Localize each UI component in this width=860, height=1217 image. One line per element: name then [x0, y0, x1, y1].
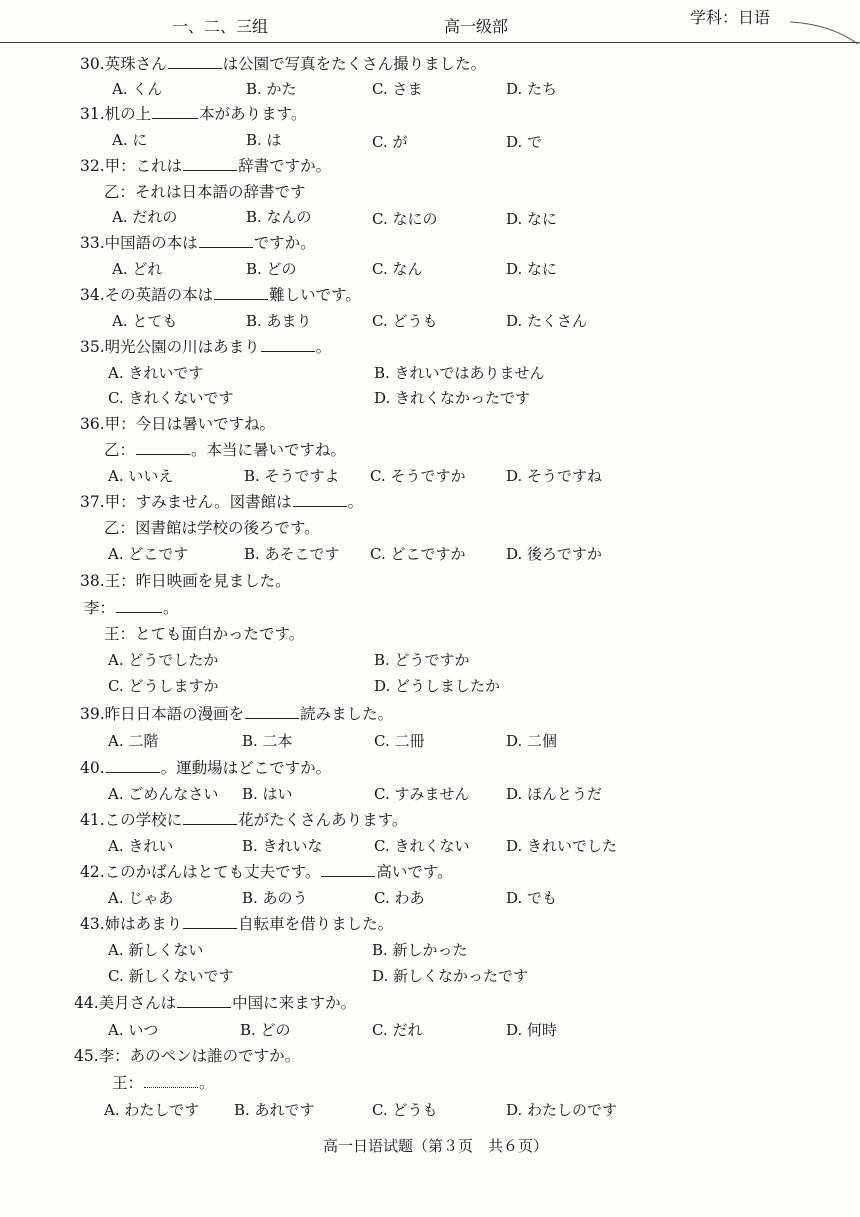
q37-option-c[interactable]: C. どこですか	[370, 545, 466, 563]
q42-option-a[interactable]: A. じゃあ	[108, 889, 174, 907]
q45-option-b[interactable]: B. あれです	[234, 1101, 315, 1119]
q45-option-d[interactable]: D. わたしのです	[506, 1101, 618, 1119]
answer-blank[interactable]	[245, 704, 299, 719]
answer-blank[interactable]	[293, 492, 347, 507]
q38-option-d[interactable]: D. どうしましたか	[374, 677, 501, 695]
q34-option-a[interactable]: A. とても	[112, 312, 178, 330]
q36-option-c[interactable]: C. そうですか	[370, 467, 466, 485]
question-35: 35.明光公園の川はあまり 。	[80, 338, 332, 356]
q37-option-d[interactable]: D. 後ろですか	[506, 545, 602, 563]
q34-option-d[interactable]: D. たくさん	[506, 312, 588, 330]
q38-dialogue-line-2: 王：とても面白かったです。	[104, 625, 305, 643]
header-rule	[0, 42, 860, 43]
header-groups: 一、二、三组	[172, 17, 269, 36]
q36-dialogue-line: 乙： 。本当に暑いですね。	[104, 441, 347, 459]
answer-blank[interactable]	[183, 810, 237, 825]
answer-blank[interactable]	[321, 862, 375, 877]
answer-blank[interactable]	[152, 104, 198, 119]
q41-option-d[interactable]: D. きれいでした	[506, 837, 618, 855]
page-footer: 高一日语试题（第３页 共６页）	[323, 1137, 549, 1155]
q33-option-c[interactable]: C. なん	[372, 260, 423, 278]
q33-option-a[interactable]: A. どれ	[112, 260, 163, 278]
q34-option-b[interactable]: B. あまり	[246, 312, 312, 330]
q41-option-b[interactable]: B. きれいな	[242, 837, 323, 855]
q38-option-b[interactable]: B. どうですか	[374, 651, 470, 669]
header-department: 高一级部	[444, 17, 509, 36]
q42-option-b[interactable]: B. あのう	[242, 889, 308, 907]
q44-option-d[interactable]: D. 何時	[506, 1021, 558, 1039]
q35-option-b[interactable]: B. きれいではありません	[374, 364, 545, 382]
q31-option-a[interactable]: A. に	[112, 131, 148, 149]
answer-blank[interactable]	[106, 758, 160, 773]
q44-option-c[interactable]: C. だれ	[372, 1021, 423, 1039]
question-38: 38.王：昨日映画を見ました。	[80, 572, 291, 590]
q35-option-d[interactable]: D. きれくなかったです	[374, 389, 531, 407]
answer-blank[interactable]	[116, 598, 162, 613]
q40-option-d[interactable]: D. ほんとうだ	[506, 785, 603, 803]
header-subject: 学科：日语	[690, 8, 771, 27]
q39-option-c[interactable]: C. 二冊	[374, 732, 425, 750]
q45-dialogue-line: 王： 。	[112, 1074, 215, 1092]
answer-blank[interactable]	[183, 914, 237, 929]
answer-blank[interactable]	[136, 440, 190, 455]
q36-option-d[interactable]: D. そうですね	[506, 467, 603, 485]
q40-option-a[interactable]: A. ごめんなさい	[108, 785, 219, 803]
q32-dialogue-line: 乙：それは日本語の辞書です	[104, 183, 306, 201]
q30-option-d[interactable]: D. たち	[506, 80, 558, 98]
q44-option-a[interactable]: A. いつ	[108, 1021, 159, 1039]
q43-option-d[interactable]: D. 新しくなかったです	[372, 967, 529, 985]
question-43: 43.姉はあまり 自転車を借りました。	[80, 915, 394, 933]
answer-blank[interactable]	[199, 233, 253, 248]
q43-option-a[interactable]: A. 新しくない	[108, 941, 204, 959]
q41-option-c[interactable]: C. きれくない	[374, 837, 470, 855]
q40-option-c[interactable]: C. すみません	[374, 785, 470, 803]
question-42: 42.このかばんはとても丈夫です。 高いです。	[80, 863, 453, 881]
q42-option-d[interactable]: D. でも	[506, 889, 558, 907]
q31-option-d[interactable]: D. で	[506, 133, 543, 151]
q36-option-a[interactable]: A. いいえ	[108, 467, 174, 485]
header-curve-mark	[790, 16, 860, 46]
q30-option-a[interactable]: A. くん	[112, 80, 163, 98]
q39-option-a[interactable]: A. 二階	[108, 732, 159, 750]
answer-blank[interactable]	[183, 156, 237, 171]
q42-option-c[interactable]: C. わあ	[374, 889, 425, 907]
q32-option-b[interactable]: B. なんの	[246, 208, 312, 226]
answer-blank[interactable]	[261, 337, 315, 352]
q39-option-d[interactable]: D. 二個	[506, 732, 558, 750]
q39-option-b[interactable]: B. 二本	[242, 732, 293, 750]
q43-option-b[interactable]: B. 新しかった	[372, 941, 468, 959]
q30-option-b[interactable]: B. かた	[246, 80, 297, 98]
q30-option-c[interactable]: C. さま	[372, 80, 423, 98]
answer-blank[interactable]	[214, 285, 268, 300]
q45-option-a[interactable]: A. わたしです	[104, 1101, 200, 1119]
q38-option-a[interactable]: A. どうでしたか	[108, 651, 219, 669]
question-44: 44.美月さんは 中国に来ますか。	[74, 994, 357, 1012]
answer-blank[interactable]	[144, 1073, 198, 1088]
question-33: 33.中国語の本は ですか。	[80, 234, 316, 252]
question-37: 37.甲：すみません。図書館は 。	[80, 493, 364, 511]
question-31: 31.机の上 本があります。	[80, 105, 307, 123]
question-41: 41.この学校に 花がたくさんあります。	[80, 811, 408, 829]
q37-dialogue-line: 乙：図書館は学校の後ろです。	[104, 519, 320, 537]
q37-option-a[interactable]: A. どこです	[108, 545, 189, 563]
q45-option-c[interactable]: C. どうも	[372, 1101, 438, 1119]
q31-option-c[interactable]: C. が	[372, 133, 408, 151]
q41-option-a[interactable]: A. きれい	[108, 837, 174, 855]
q33-option-b[interactable]: B. どの	[246, 260, 297, 278]
q32-option-d[interactable]: D. なに	[506, 210, 558, 228]
q35-option-c[interactable]: C. きれくないです	[108, 389, 234, 407]
q33-option-d[interactable]: D. なに	[506, 260, 558, 278]
answer-blank[interactable]	[177, 993, 231, 1008]
q36-option-b[interactable]: B. そうですよ	[244, 467, 340, 485]
question-45: 45.李：あのペンは誰のですか。	[74, 1047, 301, 1065]
q37-option-b[interactable]: B. あそこです	[244, 545, 340, 563]
question-40: 40. 。運動場はどこですか。	[80, 759, 332, 777]
q44-option-b[interactable]: B. どの	[240, 1021, 291, 1039]
question-39: 39.昨日日本語の漫画を 読みました。	[80, 705, 394, 723]
q31-option-b[interactable]: B. は	[246, 131, 282, 149]
question-34: 34.その英語の本は 難しいです。	[80, 286, 361, 304]
q32-option-c[interactable]: C. なにの	[372, 210, 438, 228]
question-36: 36.甲：今日は暑いですね。	[80, 415, 276, 433]
q32-option-a[interactable]: A. だれの	[112, 208, 178, 226]
question-30: 30.英珠さん は公園で写真をたくさん撮りました。	[80, 55, 487, 73]
answer-blank[interactable]	[168, 54, 222, 69]
q38-option-c[interactable]: C. どうしますか	[108, 677, 219, 695]
q35-option-a[interactable]: A. きれいです	[108, 364, 204, 382]
q43-option-c[interactable]: C. 新しくないです	[108, 967, 234, 985]
q40-option-b[interactable]: B. はい	[242, 785, 293, 803]
question-32: 32.甲：これは 辞書ですか。	[80, 157, 332, 175]
q38-dialogue-line: 李： 。	[84, 599, 179, 617]
q34-option-c[interactable]: C. どうも	[372, 312, 438, 330]
